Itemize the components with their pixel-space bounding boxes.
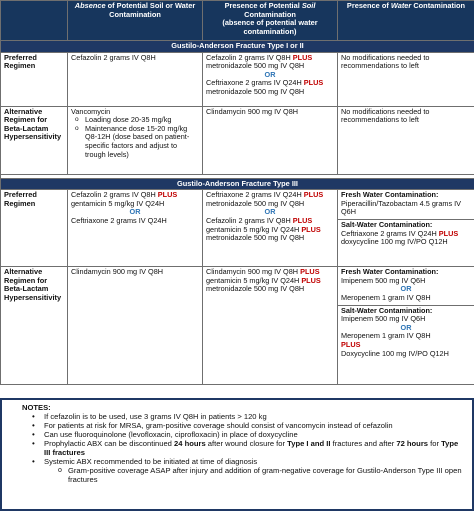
- cell-water: Fresh Water Contamination: Imipenem 500 mg IV Q6H OR Meropenem 1 gram IV Q8H Salt-Water Contamination: Imipenem 500 mg IV Q6H OR Meropenem 1 gram IV Q8H PLUS Doxycycline 100 mg IV/PO Q12H: [338, 267, 474, 385]
- row-label-alternative: Alternative Regimen for Beta-Lactam Hypersensitivity: [1, 267, 68, 385]
- table-row: [1, 190, 474, 267]
- list-item: • If cefazolin is to be used, use 3 grams IV Q8H in patients > 120 kg: [32, 412, 464, 421]
- section-title: Gustilo-Anderson Fracture Type I or II: [1, 41, 474, 53]
- header-water: Presence of Water Contamination: [338, 1, 474, 41]
- row-label-preferred: Preferred Regimen: [1, 52, 68, 106]
- section-title: Gustilo-Anderson Fracture Type III: [1, 178, 474, 190]
- header-soil: Presence of Potential Soil Contamination (absence of potential water contamination): [203, 1, 338, 41]
- cell-absence: Vancomycin o Loading dose 20-35 mg/kg o Maintenance dose 15-20 mg/kg Q8-12H (dose based on patient-specific factors and adjust to trough levels): [68, 106, 203, 174]
- list-item: • Can use fluoroquinolone (levofloxacin, ciprofloxacin) in place of doxycycline: [32, 430, 464, 439]
- section-type-i-ii-header: [1, 41, 474, 53]
- list-item: • Prophylactic ABX can be discontinued 24 hours after wound closure for Type I and II fractures and after 72 hours for Type III fractures: [32, 439, 464, 457]
- cell-absence: Cefazolin 2 grams IV Q8H: [68, 52, 203, 106]
- section-type-iii-header: [1, 178, 474, 190]
- cell-water: Fresh Water Contamination: Piperacillin/Tazobactam 4.5 grams IV Q6H Salt-Water Contamination: Ceftriaxone 2 grams IV Q24H PLUS doxycycline 100 mg IV/PO Q12H: [338, 190, 474, 267]
- list-item: o Maintenance dose 15-20 mg/kg Q8-12H (dose based on patient-specific factors and adjust to trough levels): [71, 125, 199, 159]
- list-item: • Systemic ABX recommended to be initiated at time of diagnosis o Gram-positive coverage ASAP after injury and addition of gram-negative coverage for Gustilo-Anderson Type III open fractures: [32, 457, 464, 484]
- table-row: [1, 106, 474, 174]
- table-row: [1, 267, 474, 385]
- list-item: • For patients at risk for MRSA, gram-positive coverage should consist of vancomycin instead of cefazolin: [32, 421, 464, 430]
- cell-soil: Cefazolin 2 grams IV Q8H PLUS metronidazole 500 mg IV Q8H OR Ceftriaxone 2 grams IV Q24H PLUS metronidazole 500 mg IV Q8H: [203, 52, 338, 106]
- cell-water: No modifications needed to recommendations to left: [338, 52, 474, 106]
- header-soil-sub: (absence of potential water contamination): [222, 18, 318, 36]
- cell-soil: Clindamycin 900 mg IV Q8H PLUS gentamicin 5 mg/kg IV Q24H PLUS metronidazole 500 mg IV Q8H: [203, 267, 338, 385]
- cell-soil: Clindamycin 900 mg IV Q8H: [203, 106, 338, 174]
- vancomycin-dosing-list: [71, 116, 199, 159]
- notes-list: [32, 412, 464, 484]
- cell-soil: Ceftriaxone 2 grams IV Q24H PLUS metronidazole 500 mg IV Q8H OR Cefazolin 2 grams IV Q8H PLUS gentamicin 5 mg/kg IV Q24H PLUS metronidazole 500 mg IV Q8H: [203, 190, 338, 267]
- cell-absence: Clindamycin 900 mg IV Q8H: [68, 267, 203, 385]
- notes-sublist: [56, 466, 464, 484]
- header-absence: Absence of Potential Soil or Water Contamination: [68, 1, 203, 41]
- list-item: o Loading dose 20-35 mg/kg: [71, 116, 199, 125]
- table-header-row: [1, 1, 474, 41]
- row-label-alternative: Alternative Regimen for Beta-Lactam Hypersensitivity: [1, 106, 68, 174]
- table-row: [1, 52, 474, 106]
- notes-title: NOTES:: [22, 403, 51, 412]
- cell-absence: Cefazolin 2 grams IV Q8H PLUS gentamicin 5 mg/kg IV Q24H OR Ceftriaxone 2 grams IV Q24H: [68, 190, 203, 267]
- list-item: o Gram-positive coverage ASAP after injury and addition of gram-negative coverage for Gustilo-Anderson Type III open fractures: [56, 466, 464, 484]
- row-label-preferred: Preferred Regimen: [1, 190, 68, 267]
- header-blank-cell: [1, 1, 68, 41]
- cell-water: No modifications needed to recommendations to left: [338, 106, 474, 174]
- notes-box: [0, 398, 474, 511]
